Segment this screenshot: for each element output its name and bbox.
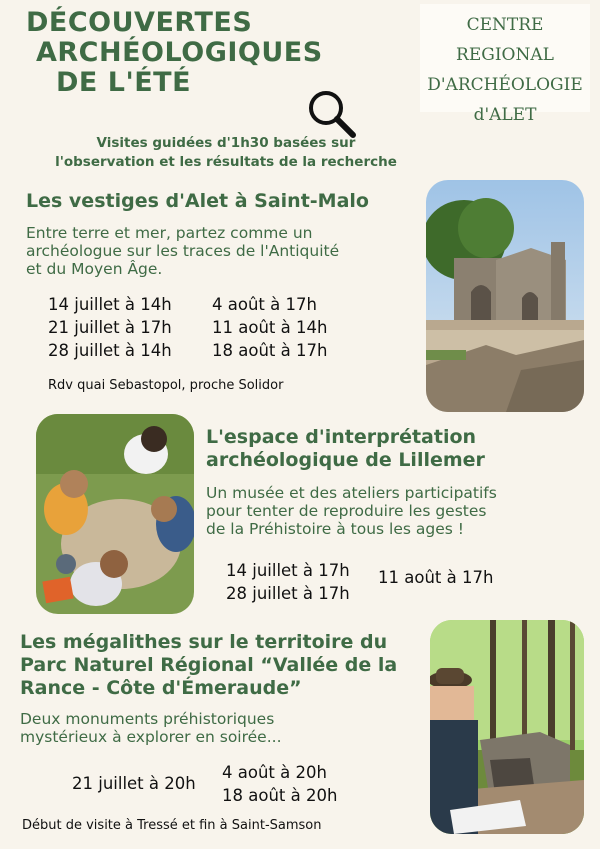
section-2-dates-col1 (226, 559, 350, 605)
photo-alet-ruins (426, 180, 584, 412)
organization-logo (420, 4, 590, 125)
org-line-3: d'ALET (473, 105, 537, 125)
date-item: 11 août à 17h (378, 568, 494, 587)
section-3-description: Deux monuments préhistoriques mystérieux à explorer en soirée... (20, 710, 282, 746)
date-item: 14 juillet à 14h (48, 295, 172, 314)
section-2-dates-col2 (378, 566, 493, 589)
section-2-description: Un musée et des ateliers participatifs pour tenter de reproduire les gestes de la Préhistoire à tous les ages ! (206, 484, 497, 538)
photo-megaliths-forest (430, 620, 584, 834)
org-line-2: D'ARCHÉOLOGIE (427, 75, 583, 95)
date-item: 28 juillet à 14h (48, 341, 172, 360)
title-line-3: DE L'ÉTÉ (56, 67, 192, 98)
section-3-note: Début de visite à Tressé et fin à Saint-Samson (22, 818, 322, 833)
photo-lillemer-workshop (36, 414, 194, 614)
date-item: 21 juillet à 20h (72, 774, 196, 793)
date-item: 11 août à 14h (212, 318, 328, 337)
page-title (26, 8, 323, 98)
title-line-2: ARCHÉOLOGIQUES (36, 37, 323, 68)
section-1-dates-col2 (212, 293, 327, 362)
section-1-dates-col1 (48, 293, 172, 362)
section-3-title: Les mégalithes sur le territoire du Parc Naturel Régional “Vallée de la Rance - Côte d'Émeraude” (20, 631, 398, 699)
date-item: 18 août à 17h (212, 341, 328, 360)
date-item: 28 juillet à 17h (226, 584, 350, 603)
section-1-description: Entre terre et mer, partez comme un archéologue sur les traces de l'Antiquité et du Moyen Âge. (26, 224, 340, 278)
date-item: 18 août à 20h (222, 786, 338, 805)
section-1-title: Les vestiges d'Alet à Saint-Malo (26, 190, 369, 212)
date-item: 14 juillet à 17h (226, 561, 350, 580)
intro-text: Visites guidées d'1h30 basées sur l'observation et les résultats de la recherche (55, 135, 397, 170)
date-item: 21 juillet à 17h (48, 318, 172, 337)
title-line-1: DÉCOUVERTES (26, 7, 253, 38)
section-1-note: Rdv quai Sebastopol, proche Solidor (48, 378, 284, 393)
section-2-title: L'espace d'interprétation archéologique de Lillemer (206, 426, 485, 471)
org-line-1: CENTRE REGIONAL (456, 15, 554, 65)
section-3-dates-col1 (72, 772, 196, 795)
date-item: 4 août à 20h (222, 763, 327, 782)
section-3-dates-col2 (222, 761, 337, 807)
date-item: 4 août à 17h (212, 295, 317, 314)
magnifier-icon (306, 88, 358, 140)
